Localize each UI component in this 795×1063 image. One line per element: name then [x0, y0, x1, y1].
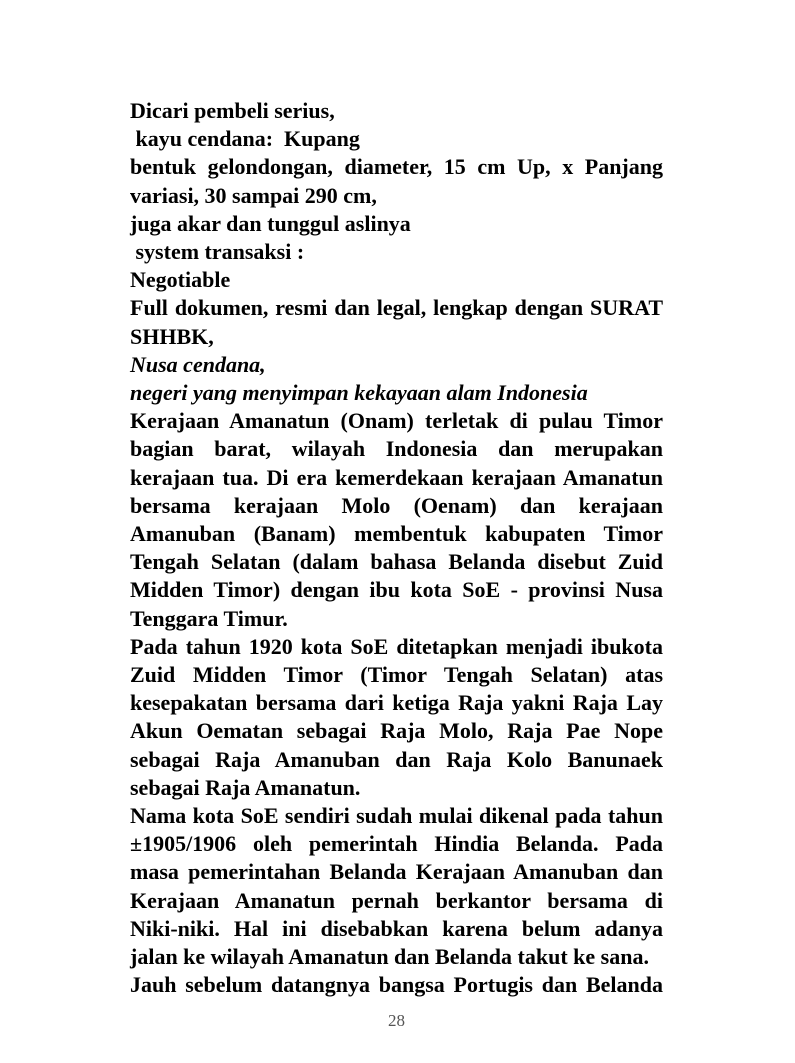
- text-line: variasi, 30 sampai 290 cm,: [130, 182, 377, 208]
- text-line: Pada tahun 1920 kota SoE ditetapkan menjadi ibukota: [130, 633, 663, 659]
- page-footer: [130, 1011, 663, 1031]
- page-number: 28: [388, 1011, 405, 1030]
- text-line: juga akar dan tunggul aslinya: [130, 210, 411, 236]
- text-line: Akun Oematan sebagai Raja Molo, Raja Pae Nope: [130, 718, 663, 744]
- text-line: negeri yang menyimpan kekayaan alam Indonesia: [130, 380, 588, 406]
- text-line: bentuk gelondongan, diameter, 15 cm Up, x Panjang: [130, 154, 663, 180]
- text-line: Kerajaan Amanatun (Onam) terletak di pulau Timor: [130, 408, 663, 434]
- text-line: Full dokumen, resmi dan legal, lengkap dengan SURAT: [130, 295, 663, 321]
- text-line: Negotiable: [130, 267, 231, 293]
- text-line: Nama kota SoE sendiri sudah mulai dikenal pada tahun: [130, 803, 663, 829]
- text-line: Dicari pembeli serius,: [130, 98, 335, 123]
- text-line: bagian barat, wilayah Indonesia dan merupakan: [130, 436, 663, 462]
- text-line: Niki-niki. Hal ini disebabkan karena belum adanya: [130, 915, 663, 941]
- text-line: Zuid Midden Timor (Timor Tengah Selatan) atas: [130, 662, 663, 688]
- text-line: Jauh sebelum datangnya bangsa Portugis dan Belanda: [130, 972, 663, 998]
- text-line: Tengah Selatan (dalam bahasa Belanda disebut Zuid: [130, 549, 663, 575]
- text-line: Nusa cendana,: [130, 351, 266, 377]
- text-line: SHHBK,: [130, 323, 214, 349]
- text-line: Midden Timor) dengan ibu kota SoE - provinsi Nusa: [130, 577, 663, 603]
- text-line: bersama kerajaan Molo (Oenam) dan kerajaan: [130, 492, 663, 518]
- text-body: [130, 97, 663, 1000]
- text-line: kesepakatan bersama dari ketiga Raja yakni Raja Lay: [130, 690, 663, 716]
- text-line: kayu cendana: Kupang: [130, 126, 360, 152]
- text-line: Amanuban (Banam) membentuk kabupaten Timor: [130, 521, 663, 547]
- text-line: Tenggara Timur.: [130, 605, 288, 631]
- text-line: Kerajaan Amanatun pernah berkantor bersama di: [130, 887, 663, 913]
- text-line: sebagai Raja Amanuban dan Raja Kolo Banunaek: [130, 746, 663, 772]
- text-line: masa pemerintahan Belanda Kerajaan Amanuban dan: [130, 859, 663, 885]
- text-line: ±1905/1906 oleh pemerintah Hindia Belanda. Pada: [130, 831, 663, 857]
- text-line: jalan ke wilayah Amanatun dan Belanda takut ke sana.: [130, 944, 649, 970]
- text-line: system transaksi :: [130, 239, 305, 265]
- text-line: kerajaan tua. Di era kemerdekaan kerajaan Amanatun: [130, 464, 663, 490]
- text-line: sebagai Raja Amanatun.: [130, 774, 361, 800]
